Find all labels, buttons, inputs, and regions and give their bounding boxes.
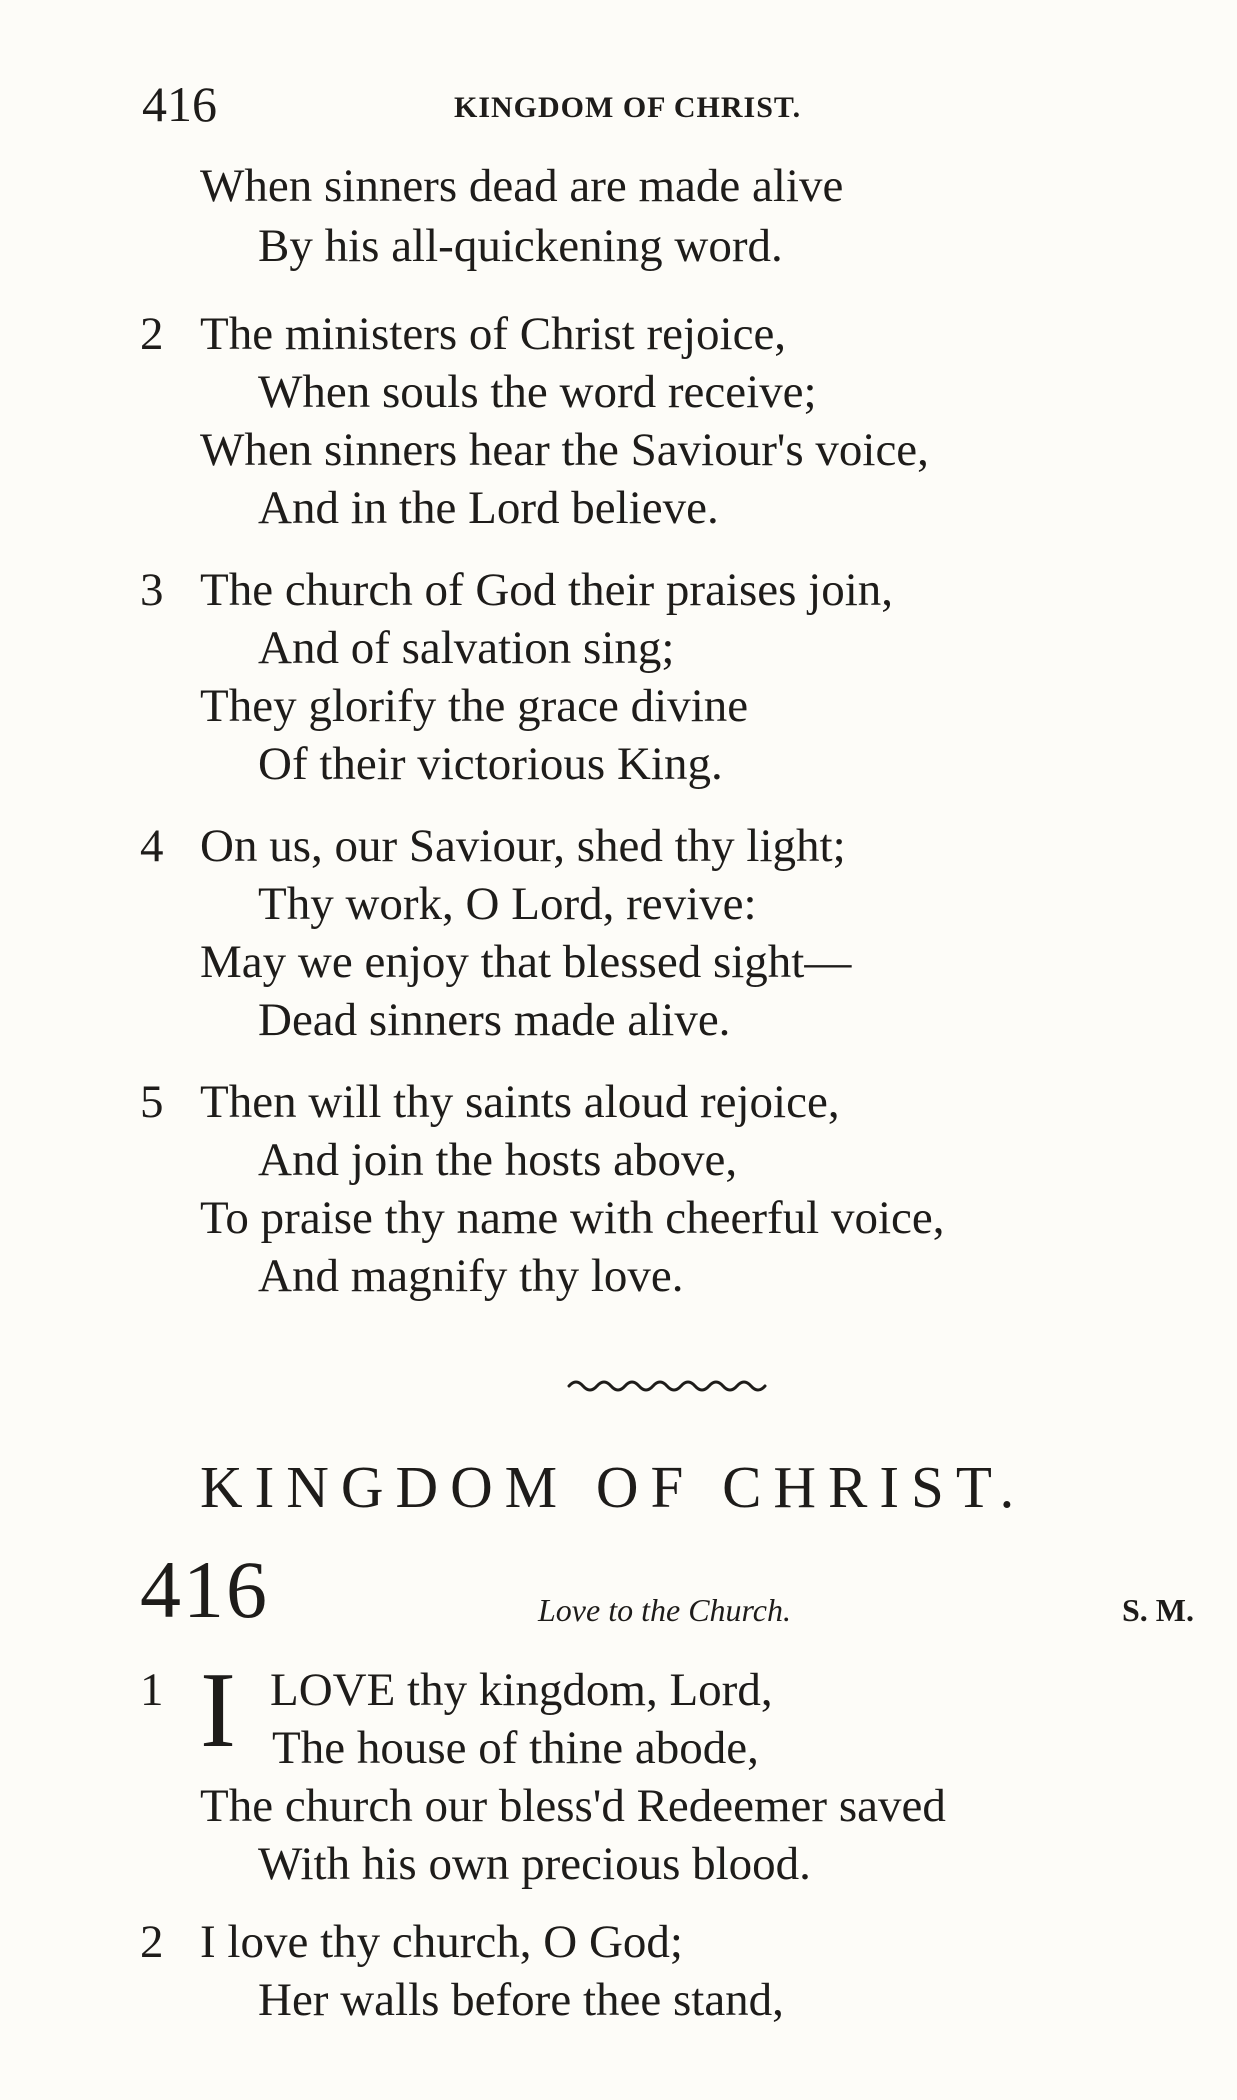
section-title: KINGDOM OF CHRIST. bbox=[200, 1454, 1027, 1520]
running-head-title: KINGDOM OF CHRIST. bbox=[454, 91, 802, 124]
verse-line: And join the hosts above, bbox=[258, 1134, 738, 1186]
page-number: 416 bbox=[142, 76, 217, 132]
verse-line: And magnify thy love. bbox=[258, 1250, 684, 1302]
verse-line: Thy work, O Lord, revive: bbox=[258, 878, 757, 930]
verse-number: 1 bbox=[140, 1664, 164, 1716]
verse-number: 4 bbox=[140, 820, 164, 872]
verse-number: 2 bbox=[140, 1916, 164, 1968]
verse-line: And of salvation sing; bbox=[258, 622, 675, 674]
verse-line: LOVE thy kingdom, Lord, bbox=[270, 1664, 773, 1716]
running-head bbox=[142, 74, 942, 134]
verse-line: To praise thy name with cheerful voice, bbox=[200, 1192, 945, 1244]
hymn-number: 416 bbox=[140, 1544, 269, 1635]
verse-line: The church of God their praises join, bbox=[200, 564, 894, 616]
verse-line: Dead sinners made alive. bbox=[258, 994, 731, 1046]
hymn-subtitle: Love to the Church. bbox=[538, 1592, 791, 1628]
verse-line: With his own precious blood. bbox=[258, 1838, 811, 1890]
verse-number: 2 bbox=[140, 308, 164, 360]
verse-line: When souls the word receive; bbox=[258, 366, 817, 418]
verse-line: I love thy church, O God; bbox=[200, 1916, 683, 1968]
verse-line: They glorify the grace divine bbox=[200, 680, 749, 732]
verse-line: Then will thy saints aloud rejoice, bbox=[200, 1076, 840, 1128]
drop-cap: I bbox=[200, 1651, 236, 1770]
hymn-meter: S. M. bbox=[1122, 1592, 1194, 1628]
verse-line: The ministers of Christ rejoice, bbox=[200, 308, 787, 360]
verse-line: Her walls before thee stand, bbox=[258, 1974, 784, 2026]
verse-line: The house of thine abode, bbox=[272, 1722, 759, 1774]
verse-line: The church our bless'd Redeemer saved bbox=[200, 1780, 946, 1832]
verse-line: Of their victorious King. bbox=[258, 738, 723, 790]
verse-line: When sinners hear the Saviour's voice, bbox=[200, 424, 929, 476]
verse-line: May we enjoy that blessed sight— bbox=[200, 936, 852, 988]
carryover-line: When sinners dead are made alive bbox=[200, 160, 844, 212]
verse-line: On us, our Saviour, shed thy light; bbox=[200, 820, 846, 872]
wavy-divider bbox=[565, 1376, 775, 1396]
verse-number: 5 bbox=[140, 1076, 164, 1128]
verse-line: And in the Lord believe. bbox=[258, 482, 719, 534]
carryover-line: By his all-quickening word. bbox=[258, 220, 783, 272]
verse-number: 3 bbox=[140, 564, 164, 616]
